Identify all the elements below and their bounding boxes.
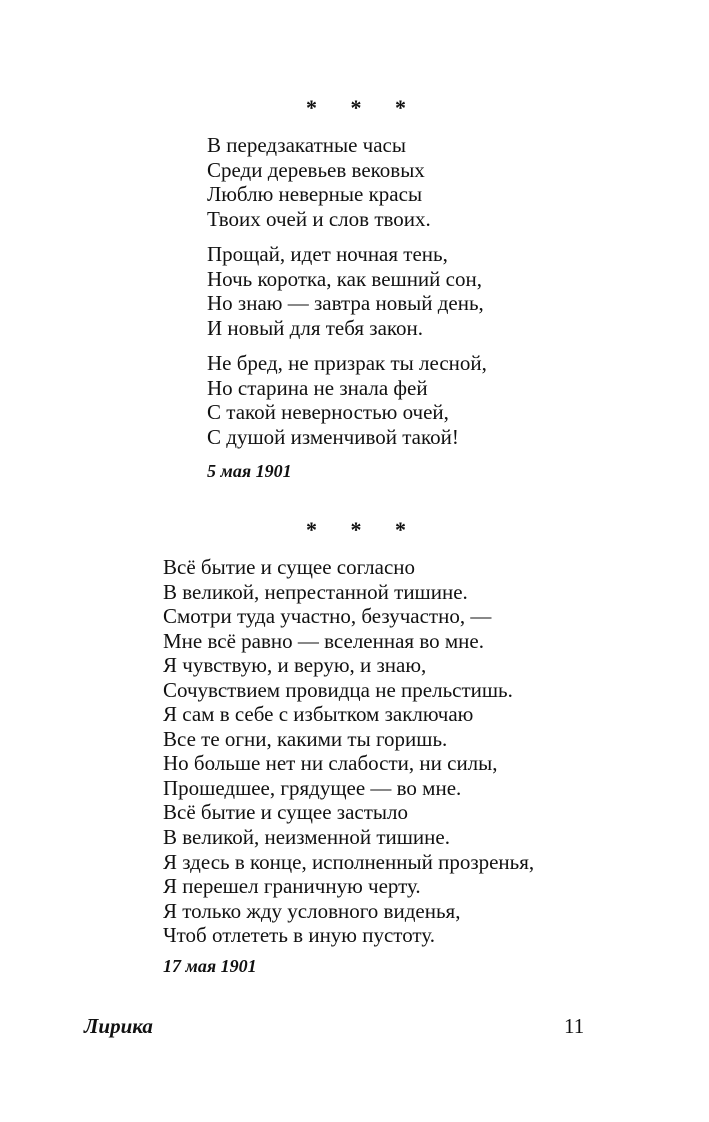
poem-line: Но старина не знала фей [207,375,428,400]
poem-line: Я только жду условного виденья, [163,898,461,923]
poem-line: Всё бытие и сущее согласно [163,555,415,579]
poem1-date: 5 мая 1901 [207,461,292,481]
poem-line: В великой, неизменной тишине. [163,825,450,850]
poem-line: Ночь коротка, как вешний сон, [207,266,482,291]
poem-line: С такой неверностью очей, [207,400,449,424]
poem-line: Среди деревьев вековых [207,157,425,182]
poem-line: Прощай, идет ночная тень, [207,242,448,266]
poem1-stanza-2 [207,242,484,340]
poem-line: Сочувствием провидца не прельстишь. [163,677,513,702]
poem-line: Твоих очей и слов твоих. [207,206,431,231]
poem-line: Всё бытие и сущее застыло [163,800,408,825]
poem2-separator: * * * [306,517,420,542]
poem-line: Но больше нет ни слабости, ни силы, [163,751,498,776]
poem2-date: 17 мая 1901 [163,956,257,976]
poem-line: Люблю неверные красы [207,182,423,206]
poem-line: Я чувствую, и верую, и знаю, [163,653,427,678]
poem-line: В передзакатные часы [207,133,406,157]
poem-line: Я сам в себе с избытком заключаю [163,702,474,727]
poem-line: Я перешел граничную черту. [163,874,421,899]
running-footer-section: Лирика [84,1014,153,1038]
poem2-body [163,555,534,948]
poem-line: В великой, непрестанной тишине. [163,579,468,604]
poem-line: Все те огни, какими ты горишь. [163,726,448,751]
poem1-stanza-3 [207,351,487,449]
poem-line: Мне всё равно — вселенная во мне. [163,628,484,653]
poem-line: Не бред, не призрак ты лесной, [207,351,487,375]
poem-line: Прошедшее, грядущее — во мне. [163,775,462,800]
poem-line: С душой изменчивой такой! [207,424,459,449]
poem-line: Но знаю — завтра новый день, [207,291,484,315]
poem-line: Смотри туда участно, безучастно, — [163,604,492,629]
poem-line: И новый для тебя закон. [207,315,424,340]
poem1-separator: * * * [306,95,420,120]
poem1-stanza-1 [207,133,431,231]
poem-line: Я здесь в конце, исполненный прозренья, [163,849,535,874]
poem-line: Чтоб отлететь в иную пустоту. [163,923,435,948]
page-number: 11 [564,1014,585,1038]
